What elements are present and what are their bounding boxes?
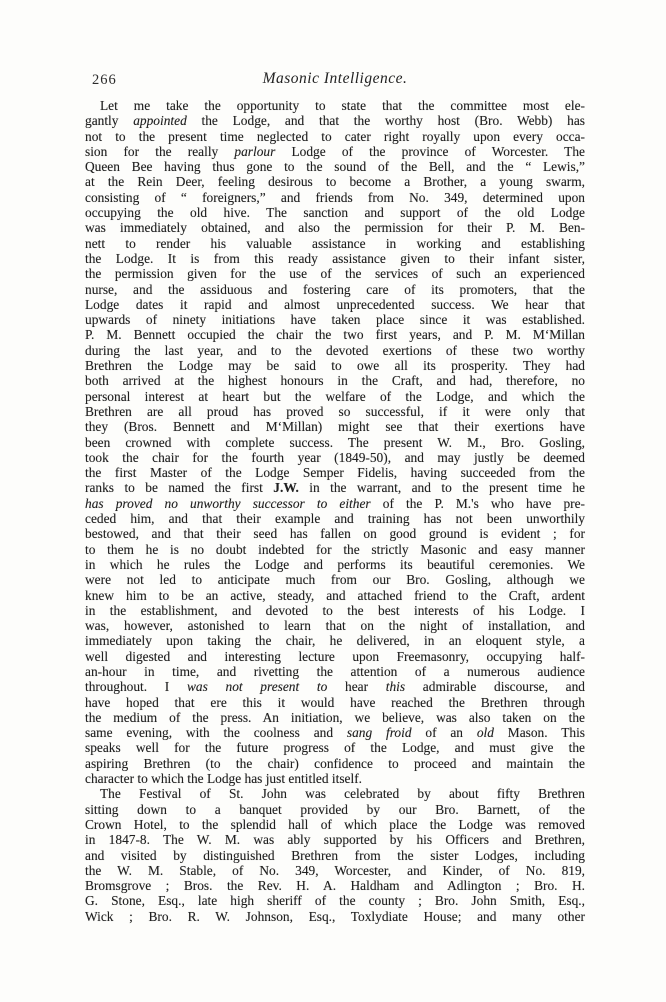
text-line: Crown Hotel, to the splendid hall of which place the Lodge was removed: [85, 816, 585, 832]
text-line: Brethren are all proud has proved so successful, if it were only that: [85, 403, 585, 419]
text-line: G. Stone, Esq., late high sheriff of the county ; Bro. John Smith, Esq.,: [85, 893, 585, 909]
text-line: bestowed, and that their seed has fallen on good ground is evident ; for: [85, 526, 585, 542]
paragraph: [85, 98, 585, 786]
page-header: [85, 70, 585, 92]
text-line: been crowned with complete success. The present W. M., Bro. Gosling,: [85, 434, 585, 450]
text-line: an-hour in time, and rivetting the attention of a numerous audience: [85, 663, 585, 679]
text-body: [85, 98, 585, 924]
page-number: 266: [92, 72, 117, 88]
text-line: in which he rules the Lodge and performs its beautiful ceremonies. We: [85, 556, 585, 572]
text-line: ranks to be named the first J.W. in the warrant, and to the present time he: [85, 480, 585, 496]
text-line: aspiring Brethren (to the chair) confidence to proceed and maintain the: [85, 755, 585, 771]
text-line: well digested and interesting lecture upon Freemasonry, occupying half-: [85, 648, 585, 664]
text-line: immediately upon taking the chair, he delivered, in an eloquent style, a: [85, 633, 585, 649]
text-line: upwards of ninety initiations have taken place since it was established.: [85, 312, 585, 328]
text-line: The Festival of St. John was celebrated by about fifty Brethren: [100, 786, 585, 802]
text-line: to them he is no doubt indebted for the strictly Masonic and easy manner: [85, 541, 585, 557]
text-line: Let me take the opportunity to state that the committee most ele-: [100, 98, 585, 113]
text-line: Wick ; Bro. R. W. Johnson, Esq., Toxlydiate House; and many other: [85, 908, 585, 924]
text-line: both arrived at the highest honours in the Craft, and had, therefore, no: [85, 373, 585, 389]
text-line: nett to render his valuable assistance in working and establishing: [85, 235, 585, 251]
text-line: has proved no unworthy successor to either of the P. M.'s who have pre-: [85, 495, 585, 511]
text-line: and visited by distinguished Brethren from the sister Lodges, including: [85, 847, 585, 863]
text-line: the W. M. Stable, of No. 349, Worcester, and Kinder, of No. 819,: [85, 862, 585, 878]
text-line: Queen Bee having thus gone to the sound of the Bell, and the “ Lewis,”: [85, 159, 585, 175]
text-line: at the Rein Deer, feeling desirous to become a Brother, a young swarm,: [85, 174, 585, 190]
text-line: the first Master of the Lodge Semper Fidelis, having succeeded from the: [85, 465, 585, 481]
text-line: knew him to be an active, steady, and attached friend to the Craft, ardent: [85, 587, 585, 603]
running-title: Masonic Intelligence.: [262, 70, 408, 87]
text-line: gantly appointed the Lodge, and that the worthy host (Bro. Webb) has: [85, 113, 585, 129]
text-line: speaks well for the future progress of the Lodge, and must give the: [85, 740, 585, 756]
text-line: same evening, with the coolness and sang froid of an old Mason. This: [85, 725, 585, 741]
text-line: throughout. I was not present to hear this admirable discourse, and: [85, 679, 585, 695]
text-line: were not led to anticipate much from our Bro. Gosling, although we: [85, 572, 585, 588]
text-line: during the last year, and to the devoted exertions of these two worthy: [85, 342, 585, 358]
text-line: the medium of the press. An initiation, we believe, was also taken on the: [85, 709, 585, 725]
text-line: was immediately obtained, and also the permission for their P. M. Ben-: [85, 220, 585, 236]
text-line: Lodge dates it rapid and almost unprecedented success. We hear that: [85, 296, 585, 312]
text-line: occupying the old hive. The sanction and support of the old Lodge: [85, 205, 585, 221]
paragraph: [85, 786, 585, 924]
text-line: character to which the Lodge has just entitled itself.: [85, 771, 363, 787]
text-line: not to the present time neglected to cater right royally upon every occa-: [85, 128, 585, 144]
text-line: was, however, astonished to learn that on the night of installation, and: [85, 618, 585, 634]
text-line: in the establishment, and devoted to the best interests of his Lodge. I: [85, 602, 585, 618]
text-line: Bromsgrove ; Bros. the Rev. H. A. Haldham and Adlington ; Bro. H.: [85, 878, 585, 894]
text-line: Brethren the Lodge may be said to owe all its prosperity. They had: [85, 358, 585, 374]
text-line: the Lodge. It is from this ready assistance given to their infant sister,: [85, 250, 585, 266]
text-line: have hoped that ere this it would have reached the Brethren through: [85, 694, 585, 710]
text-line: they (Bros. Bennett and M‘Millan) might see that their exertions have: [85, 419, 585, 435]
text-line: personal interest at heart but the welfare of the Lodge, and which the: [85, 388, 585, 404]
text-line: sion for the really parlour Lodge of the province of Worcester. The: [85, 143, 585, 159]
text-line: nurse, and the assiduous and fostering care of its promoters, that the: [85, 281, 585, 297]
text-line: P. M. Bennett occupied the chair the two first years, and P. M. M‘Millan: [85, 327, 585, 343]
text-line: the permission given for the use of the services of such an experienced: [85, 266, 585, 282]
text-line: in 1847-8. The W. M. was ably supported by his Officers and Brethren,: [85, 832, 585, 848]
text-line: consisting of “ foreigners,” and friends from No. 349, determined upon: [85, 189, 585, 205]
text-line: took the chair for the fourth year (1849-50), and may justly be deemed: [85, 449, 585, 465]
text-line: ceded him, and that their example and training has not been unworthily: [85, 511, 585, 527]
text-line: sitting down to a banquet provided by our Bro. Barnett, of the: [85, 801, 585, 817]
